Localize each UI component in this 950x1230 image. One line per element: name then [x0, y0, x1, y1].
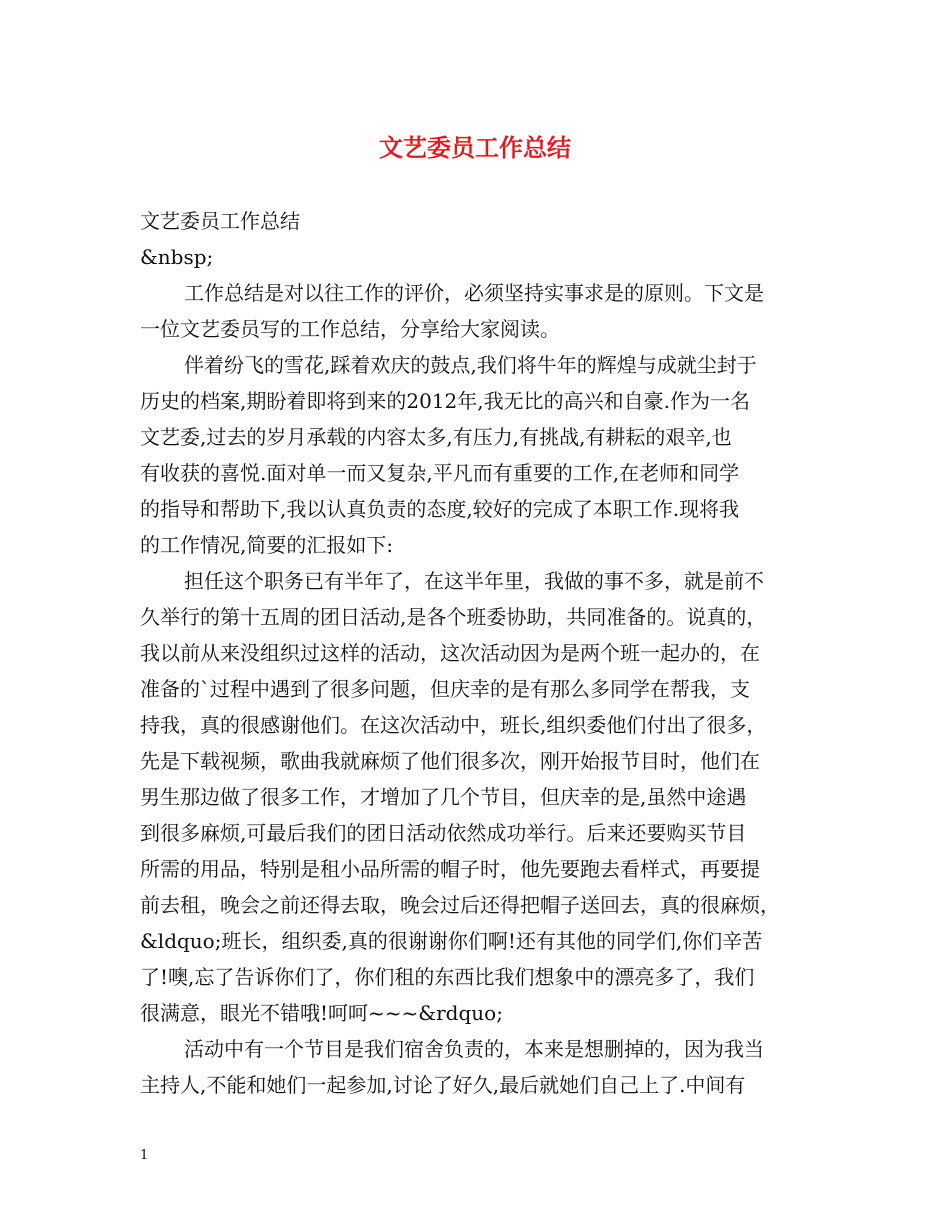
paragraph-line: 一位文艺委员写的工作总结，分享给大家阅读。: [140, 317, 560, 341]
paragraph-line: 到很多麻烦,可最后我们的团日活动依然成功举行。后来还要购买节目: [140, 821, 747, 845]
paragraph-line: 活动中有一个节目是我们宿舍负责的，本来是想删掉的，因为我当: [184, 1037, 764, 1061]
entity-line: &nbsp;: [140, 245, 214, 269]
paragraph: [140, 347, 815, 563]
paragraph-line: 历史的档案,期盼着即将到来的2012年,我无比的高兴和自豪.作为一名: [140, 389, 750, 413]
paragraph-line: 伴着纷飞的雪花,踩着欢庆的鼓点,我们将牛年的辉煌与成就尘封于: [184, 353, 757, 377]
paragraph-line: 所需的用品，特别是租小品所需的帽子时，他先要跑去看样式，再要提: [140, 857, 760, 881]
paragraph-line: 了!噢,忘了告诉你们了，你们租的东西比我们想象中的漂亮多了，我们: [140, 965, 755, 989]
paragraph-line: 工作总结是对以往工作的评价，必须坚持实事求是的原则。下文是: [184, 281, 764, 305]
paragraph-line: 准备的`过程中遇到了很多问题，但庆幸的是有那么多同学在帮我，支: [140, 677, 750, 701]
document-body: [140, 203, 815, 1103]
paragraph-line: 很满意，眼光不错哦!呵呵~~~&rdquo;: [140, 1001, 503, 1025]
paragraph: [140, 275, 815, 347]
paragraph-line: 持我，真的很感谢他们。在这次活动中，班长,组织委他们付出了很多，: [140, 713, 767, 737]
paragraph-container: [140, 275, 815, 1103]
page-number: 1: [140, 1148, 149, 1163]
paragraph-line: 先是下载视频，歌曲我就麻烦了他们很多次，刚开始报节目时，他们在: [140, 749, 760, 773]
paragraph-line: 担任这个职务已有半年了，在这半年里，我做的事不多，就是前不: [184, 569, 764, 593]
paragraph-line: 男生那边做了很多工作，才增加了几个节目，但庆幸的是,虽然中途遇: [140, 785, 747, 809]
paragraph: [140, 563, 815, 1031]
document-title: 文艺委员工作总结: [379, 134, 571, 162]
paragraph-line: 久举行的第十五周的团日活动,是各个班委协助，共同准备的。说真的，: [140, 605, 767, 629]
paragraph-line: 的指导和帮助下,我以认真负责的态度,较好的完成了本职工作.现将我: [140, 497, 740, 521]
paragraph-line: 我以前从来没组织过这样的活动，这次活动因为是两个班一起办的，在: [140, 641, 760, 665]
paragraph-line: 的工作情况,简要的汇报如下:: [140, 533, 394, 557]
subtitle-line: 文艺委员工作总结: [140, 209, 300, 233]
paragraph-line: 文艺委,过去的岁月承载的内容太多,有压力,有挑战,有耕耘的艰辛,也: [140, 425, 732, 449]
paragraph-line: 前去租，晚会之前还得去取，晚会过后还得把帽子送回去，真的很麻烦，: [140, 893, 780, 917]
paragraph-line: 有收获的喜悦.面对单一而又复杂,平凡而有重要的工作,在老师和同学: [140, 461, 740, 485]
paragraph-line: &ldquo;班长，组织委,真的很谢谢你们啊!还有其他的同学们,你们辛苦: [140, 929, 763, 953]
paragraph: [140, 1031, 815, 1103]
paragraph-line: 主持人,不能和她们一起参加,讨论了好久,最后就她们自己上了.中间有: [140, 1073, 746, 1097]
